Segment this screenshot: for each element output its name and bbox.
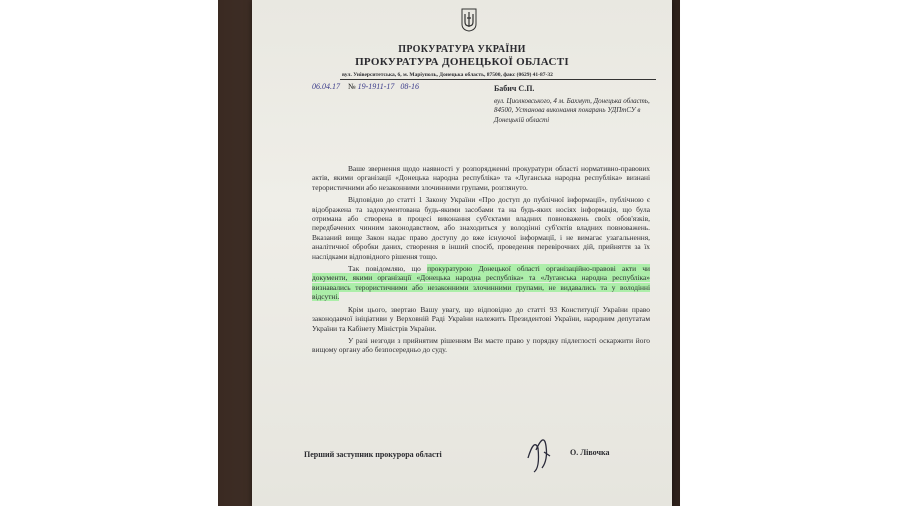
org-address: вул. Університетська, 6, м. Маріуполь, Донецька область, 87500, факс (0629) 41-87-32 <box>342 72 553 78</box>
paragraph-2: Відповідно до статті 1 Закону України «Про доступ до публічної інформації», публічною є відображена та задокументована будь-якими засобами та на будь-яких носіях інформація, що була отримана або створена в процесі виконання суб'єктами владних повноважень своїх обов'язків, передбачених чинним законодавством, або знаходиться у володінні суб'єктів владних повноважень. Вказаний вище Закон надає право доступу до вже існуючої інформації, і не вимагає узагальнення, аналітичної обробки даних, створення в інший спосіб, проведення перевірочних дій, прийняття за їх наслідками відповідного рішення тощо. <box>312 195 650 261</box>
reference-line <box>312 82 419 91</box>
header-divider <box>340 79 656 80</box>
paragraph-3 <box>312 264 650 302</box>
reference-date: 06.04.17 <box>312 82 340 91</box>
handwritten-signature <box>520 428 560 476</box>
recipient-address: вул. Циолковського, 4 м. Бахмут, Донецька область, 84500, Установа виконання покарань УДПтСУ в Донецькій області <box>494 96 650 124</box>
recipient-name: Бабич С.П. <box>494 84 535 93</box>
highlighted-text: прокуратурою Донецької області організаційно-правові акти чи документи, якими організації «Донецька народна республіка» та «Луганська народна республіка» визнавались терористичними або незаконними злочинними групами, не видавались та у володінні відсутні. <box>312 264 650 302</box>
recipient-block <box>494 84 664 125</box>
paragraph-3-start: Так повідомляю, що <box>348 264 428 274</box>
reference-number: 19-1911-17 <box>357 82 395 91</box>
reference-no-label: № <box>348 82 356 91</box>
paragraph-5: У разі незгоди з прийнятим рішенням Ви маєте право у порядку підлеглості оскаржити його вищому органу або безпосередньо до суду. <box>312 335 650 355</box>
paragraph-4: Крім цього, звертаю Вашу увагу, що відповідно до статті 93 Конституції України право законодавчої ініціативи у Верховній Раді України належить Президентові України, народним депутатам України та Кабінету Міністрів України. <box>312 304 650 333</box>
signatory-title: Перший заступник прокурора області <box>304 450 442 459</box>
document-page <box>252 0 672 506</box>
signatory-name: О. Лівочка <box>570 448 610 457</box>
reference-number-suffix: 08-16 <box>400 82 420 91</box>
org-header-line1: ПРОКУРАТУРА УКРАЇНИ <box>398 44 526 55</box>
letter-body <box>312 164 650 358</box>
trident-emblem-icon <box>461 8 477 32</box>
paragraph-1: Ваше звернення щодо наявності у розпорядженні прокуратури області нормативно-правових актів, якими організації «Донецька народна республіка» та «Луганська народна республіка» визнані терористичними або незаконними злочинними групами, розглянуто. <box>312 164 650 192</box>
org-header-line2: ПРОКУРАТУРА ДОНЕЦЬКОЇ ОБЛАСТІ <box>355 56 569 68</box>
